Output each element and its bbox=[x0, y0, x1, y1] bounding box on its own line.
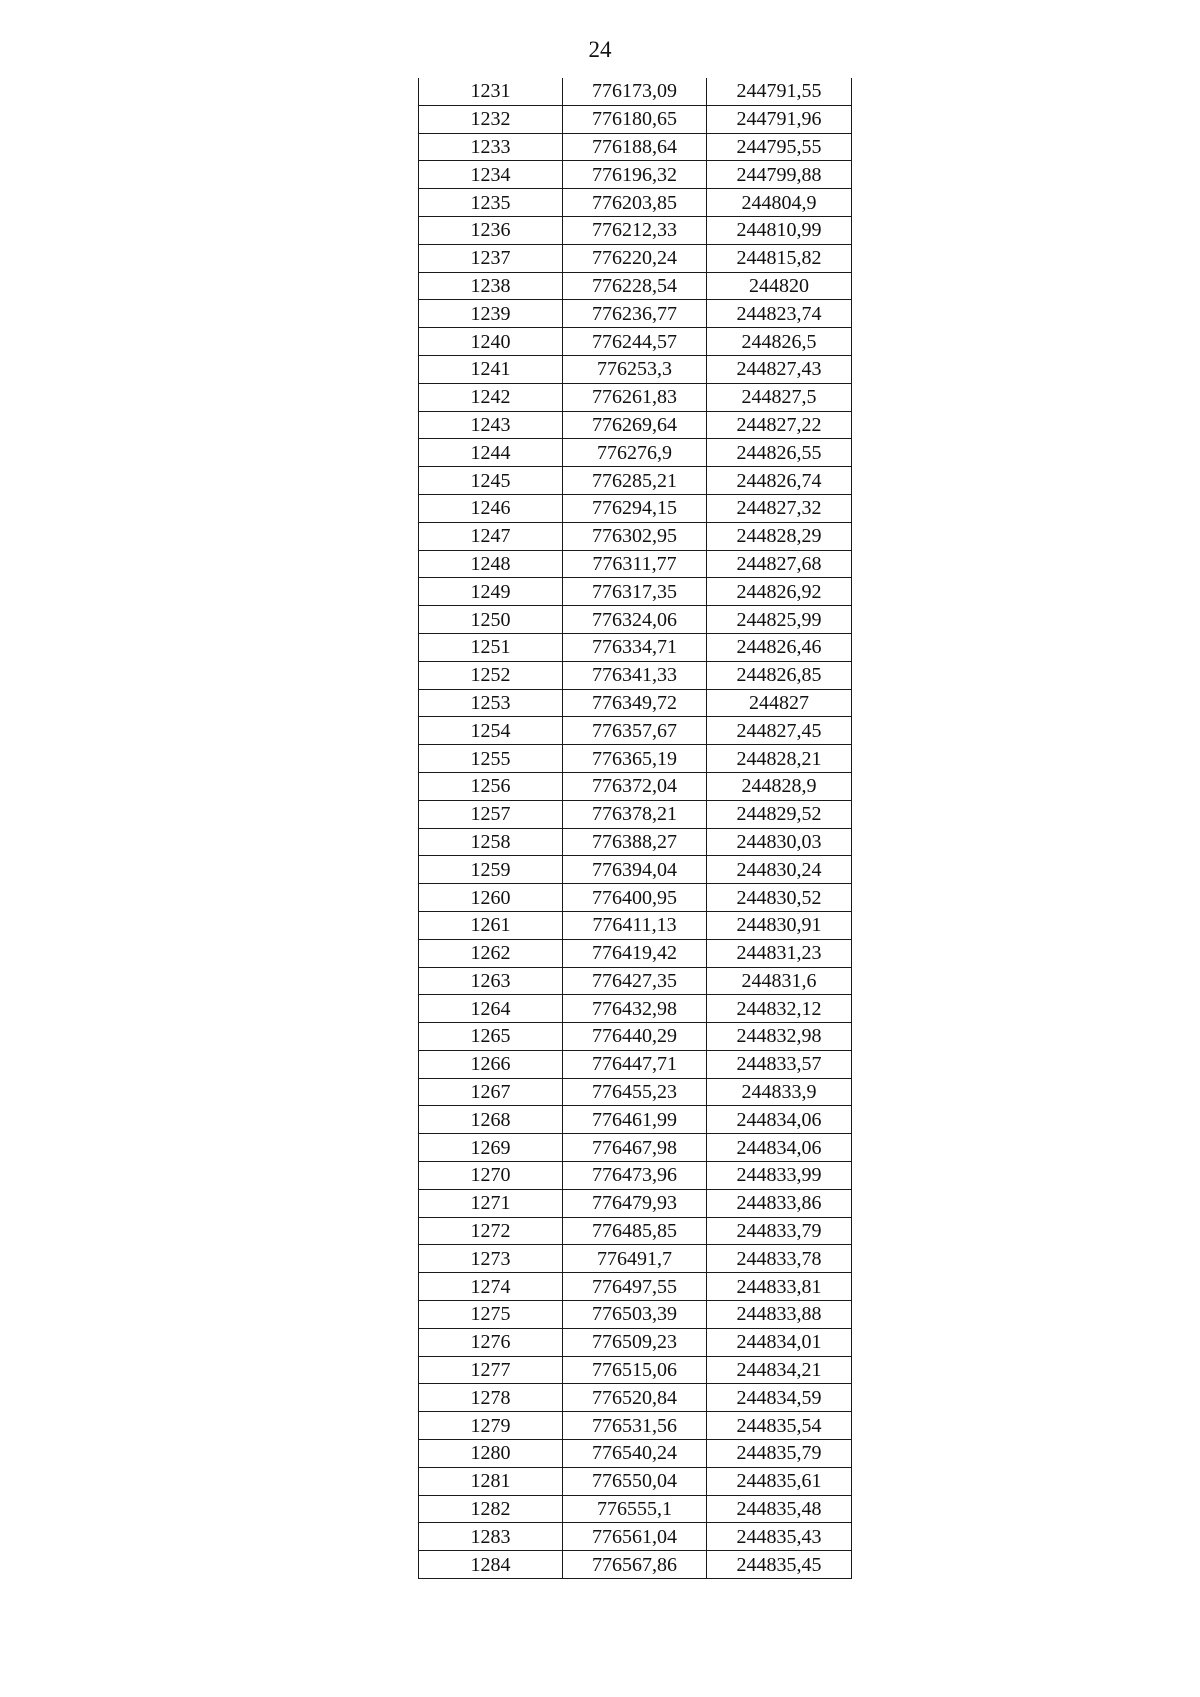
table-row bbox=[419, 494, 852, 522]
point-number-cell: 1267 bbox=[419, 1078, 563, 1106]
x-coordinate-cell: 776302,95 bbox=[563, 522, 707, 550]
table-row bbox=[419, 216, 852, 244]
coordinates-table bbox=[418, 78, 852, 1579]
table-row bbox=[419, 328, 852, 356]
table-row bbox=[419, 383, 852, 411]
point-number-cell: 1264 bbox=[419, 995, 563, 1023]
y-coordinate-cell: 244827,32 bbox=[707, 494, 852, 522]
table-row bbox=[419, 911, 852, 939]
x-coordinate-cell: 776269,64 bbox=[563, 411, 707, 439]
point-number-cell: 1266 bbox=[419, 1050, 563, 1078]
table-row bbox=[419, 884, 852, 912]
x-coordinate-cell: 776228,54 bbox=[563, 272, 707, 300]
y-coordinate-cell: 244826,55 bbox=[707, 439, 852, 467]
x-coordinate-cell: 776180,65 bbox=[563, 105, 707, 133]
table-row bbox=[419, 1384, 852, 1412]
x-coordinate-cell: 776285,21 bbox=[563, 467, 707, 495]
point-number-cell: 1247 bbox=[419, 522, 563, 550]
point-number-cell: 1256 bbox=[419, 772, 563, 800]
point-number-cell: 1237 bbox=[419, 244, 563, 272]
point-number-cell: 1272 bbox=[419, 1217, 563, 1245]
x-coordinate-cell: 776520,84 bbox=[563, 1384, 707, 1412]
x-coordinate-cell: 776388,27 bbox=[563, 828, 707, 856]
x-coordinate-cell: 776461,99 bbox=[563, 1106, 707, 1134]
x-coordinate-cell: 776473,96 bbox=[563, 1162, 707, 1190]
y-coordinate-cell: 244833,81 bbox=[707, 1273, 852, 1301]
point-number-cell: 1283 bbox=[419, 1523, 563, 1551]
table-row bbox=[419, 967, 852, 995]
table-row bbox=[419, 1551, 852, 1579]
table-row bbox=[419, 1162, 852, 1190]
y-coordinate-cell: 244831,23 bbox=[707, 939, 852, 967]
y-coordinate-cell: 244826,92 bbox=[707, 578, 852, 606]
y-coordinate-cell: 244835,79 bbox=[707, 1440, 852, 1468]
y-coordinate-cell: 244820 bbox=[707, 272, 852, 300]
x-coordinate-cell: 776324,06 bbox=[563, 606, 707, 634]
table-row bbox=[419, 1106, 852, 1134]
x-coordinate-cell: 776236,77 bbox=[563, 300, 707, 328]
point-number-cell: 1246 bbox=[419, 494, 563, 522]
y-coordinate-cell: 244827,45 bbox=[707, 717, 852, 745]
x-coordinate-cell: 776244,57 bbox=[563, 328, 707, 356]
y-coordinate-cell: 244795,55 bbox=[707, 133, 852, 161]
x-coordinate-cell: 776467,98 bbox=[563, 1134, 707, 1162]
y-coordinate-cell: 244827 bbox=[707, 689, 852, 717]
table-row bbox=[419, 133, 852, 161]
y-coordinate-cell: 244833,57 bbox=[707, 1050, 852, 1078]
x-coordinate-cell: 776372,04 bbox=[563, 772, 707, 800]
x-coordinate-cell: 776427,35 bbox=[563, 967, 707, 995]
x-coordinate-cell: 776540,24 bbox=[563, 1440, 707, 1468]
x-coordinate-cell: 776349,72 bbox=[563, 689, 707, 717]
point-number-cell: 1249 bbox=[419, 578, 563, 606]
table-row bbox=[419, 995, 852, 1023]
x-coordinate-cell: 776196,32 bbox=[563, 161, 707, 189]
point-number-cell: 1279 bbox=[419, 1412, 563, 1440]
x-coordinate-cell: 776378,21 bbox=[563, 800, 707, 828]
x-coordinate-cell: 776276,9 bbox=[563, 439, 707, 467]
x-coordinate-cell: 776365,19 bbox=[563, 745, 707, 773]
table-row bbox=[419, 1412, 852, 1440]
x-coordinate-cell: 776188,64 bbox=[563, 133, 707, 161]
table-row bbox=[419, 1523, 852, 1551]
x-coordinate-cell: 776491,7 bbox=[563, 1245, 707, 1273]
y-coordinate-cell: 244827,22 bbox=[707, 411, 852, 439]
y-coordinate-cell: 244804,9 bbox=[707, 189, 852, 217]
table-row bbox=[419, 633, 852, 661]
table-row bbox=[419, 467, 852, 495]
y-coordinate-cell: 244829,52 bbox=[707, 800, 852, 828]
point-number-cell: 1262 bbox=[419, 939, 563, 967]
y-coordinate-cell: 244835,54 bbox=[707, 1412, 852, 1440]
x-coordinate-cell: 776447,71 bbox=[563, 1050, 707, 1078]
y-coordinate-cell: 244826,5 bbox=[707, 328, 852, 356]
table-row bbox=[419, 578, 852, 606]
point-number-cell: 1240 bbox=[419, 328, 563, 356]
y-coordinate-cell: 244833,88 bbox=[707, 1301, 852, 1329]
table-row bbox=[419, 1189, 852, 1217]
y-coordinate-cell: 244833,78 bbox=[707, 1245, 852, 1273]
x-coordinate-cell: 776400,95 bbox=[563, 884, 707, 912]
table-row bbox=[419, 745, 852, 773]
table-row bbox=[419, 1440, 852, 1468]
point-number-cell: 1277 bbox=[419, 1356, 563, 1384]
table-row bbox=[419, 439, 852, 467]
table-row bbox=[419, 689, 852, 717]
point-number-cell: 1243 bbox=[419, 411, 563, 439]
table-row bbox=[419, 1217, 852, 1245]
point-number-cell: 1265 bbox=[419, 1023, 563, 1051]
y-coordinate-cell: 244825,99 bbox=[707, 606, 852, 634]
table-row bbox=[419, 105, 852, 133]
y-coordinate-cell: 244827,68 bbox=[707, 550, 852, 578]
table-row bbox=[419, 272, 852, 300]
x-coordinate-cell: 776317,35 bbox=[563, 578, 707, 606]
x-coordinate-cell: 776561,04 bbox=[563, 1523, 707, 1551]
point-number-cell: 1271 bbox=[419, 1189, 563, 1217]
x-coordinate-cell: 776455,23 bbox=[563, 1078, 707, 1106]
y-coordinate-cell: 244826,85 bbox=[707, 661, 852, 689]
table-row bbox=[419, 1495, 852, 1523]
y-coordinate-cell: 244832,98 bbox=[707, 1023, 852, 1051]
table-row bbox=[419, 1328, 852, 1356]
x-coordinate-cell: 776432,98 bbox=[563, 995, 707, 1023]
table-row bbox=[419, 550, 852, 578]
table-row bbox=[419, 244, 852, 272]
x-coordinate-cell: 776357,67 bbox=[563, 717, 707, 745]
table-row bbox=[419, 300, 852, 328]
table-row bbox=[419, 355, 852, 383]
y-coordinate-cell: 244834,01 bbox=[707, 1328, 852, 1356]
point-number-cell: 1239 bbox=[419, 300, 563, 328]
table-row bbox=[419, 606, 852, 634]
point-number-cell: 1257 bbox=[419, 800, 563, 828]
y-coordinate-cell: 244823,74 bbox=[707, 300, 852, 328]
y-coordinate-cell: 244826,46 bbox=[707, 633, 852, 661]
point-number-cell: 1276 bbox=[419, 1328, 563, 1356]
point-number-cell: 1251 bbox=[419, 633, 563, 661]
y-coordinate-cell: 244828,9 bbox=[707, 772, 852, 800]
table-row bbox=[419, 189, 852, 217]
table-row bbox=[419, 1023, 852, 1051]
y-coordinate-cell: 244831,6 bbox=[707, 967, 852, 995]
table-row bbox=[419, 1301, 852, 1329]
x-coordinate-cell: 776220,24 bbox=[563, 244, 707, 272]
x-coordinate-cell: 776212,33 bbox=[563, 216, 707, 244]
x-coordinate-cell: 776311,77 bbox=[563, 550, 707, 578]
point-number-cell: 1259 bbox=[419, 856, 563, 884]
y-coordinate-cell: 244827,5 bbox=[707, 383, 852, 411]
y-coordinate-cell: 244791,55 bbox=[707, 78, 852, 105]
table-row bbox=[419, 1356, 852, 1384]
table-row bbox=[419, 78, 852, 105]
point-number-cell: 1252 bbox=[419, 661, 563, 689]
x-coordinate-cell: 776440,29 bbox=[563, 1023, 707, 1051]
y-coordinate-cell: 244830,03 bbox=[707, 828, 852, 856]
y-coordinate-cell: 244834,21 bbox=[707, 1356, 852, 1384]
y-coordinate-cell: 244833,99 bbox=[707, 1162, 852, 1190]
y-coordinate-cell: 244810,99 bbox=[707, 216, 852, 244]
x-coordinate-cell: 776341,33 bbox=[563, 661, 707, 689]
x-coordinate-cell: 776531,56 bbox=[563, 1412, 707, 1440]
point-number-cell: 1278 bbox=[419, 1384, 563, 1412]
table-row bbox=[419, 828, 852, 856]
point-number-cell: 1254 bbox=[419, 717, 563, 745]
point-number-cell: 1282 bbox=[419, 1495, 563, 1523]
point-number-cell: 1245 bbox=[419, 467, 563, 495]
point-number-cell: 1284 bbox=[419, 1551, 563, 1579]
x-coordinate-cell: 776203,85 bbox=[563, 189, 707, 217]
point-number-cell: 1235 bbox=[419, 189, 563, 217]
point-number-cell: 1232 bbox=[419, 105, 563, 133]
x-coordinate-cell: 776479,93 bbox=[563, 1189, 707, 1217]
point-number-cell: 1263 bbox=[419, 967, 563, 995]
point-number-cell: 1280 bbox=[419, 1440, 563, 1468]
point-number-cell: 1236 bbox=[419, 216, 563, 244]
point-number-cell: 1231 bbox=[419, 78, 563, 105]
y-coordinate-cell: 244833,9 bbox=[707, 1078, 852, 1106]
x-coordinate-cell: 776550,04 bbox=[563, 1467, 707, 1495]
point-number-cell: 1244 bbox=[419, 439, 563, 467]
table-row bbox=[419, 856, 852, 884]
y-coordinate-cell: 244815,82 bbox=[707, 244, 852, 272]
point-number-cell: 1273 bbox=[419, 1245, 563, 1273]
table-row bbox=[419, 411, 852, 439]
x-coordinate-cell: 776253,3 bbox=[563, 355, 707, 383]
point-number-cell: 1275 bbox=[419, 1301, 563, 1329]
y-coordinate-cell: 244828,29 bbox=[707, 522, 852, 550]
y-coordinate-cell: 244828,21 bbox=[707, 745, 852, 773]
table-row bbox=[419, 661, 852, 689]
x-coordinate-cell: 776485,85 bbox=[563, 1217, 707, 1245]
table-row bbox=[419, 800, 852, 828]
y-coordinate-cell: 244827,43 bbox=[707, 355, 852, 383]
point-number-cell: 1274 bbox=[419, 1273, 563, 1301]
x-coordinate-cell: 776261,83 bbox=[563, 383, 707, 411]
point-number-cell: 1255 bbox=[419, 745, 563, 773]
point-number-cell: 1270 bbox=[419, 1162, 563, 1190]
y-coordinate-cell: 244826,74 bbox=[707, 467, 852, 495]
point-number-cell: 1261 bbox=[419, 911, 563, 939]
point-number-cell: 1253 bbox=[419, 689, 563, 717]
x-coordinate-cell: 776334,71 bbox=[563, 633, 707, 661]
y-coordinate-cell: 244835,61 bbox=[707, 1467, 852, 1495]
x-coordinate-cell: 776173,09 bbox=[563, 78, 707, 105]
table-row bbox=[419, 161, 852, 189]
point-number-cell: 1233 bbox=[419, 133, 563, 161]
page-number: 24 bbox=[588, 37, 612, 62]
y-coordinate-cell: 244835,43 bbox=[707, 1523, 852, 1551]
x-coordinate-cell: 776497,55 bbox=[563, 1273, 707, 1301]
point-number-cell: 1248 bbox=[419, 550, 563, 578]
table-row bbox=[419, 939, 852, 967]
y-coordinate-cell: 244830,24 bbox=[707, 856, 852, 884]
table-row bbox=[419, 717, 852, 745]
point-number-cell: 1250 bbox=[419, 606, 563, 634]
y-coordinate-cell: 244835,45 bbox=[707, 1551, 852, 1579]
table-row bbox=[419, 1050, 852, 1078]
table-row bbox=[419, 1273, 852, 1301]
coordinates-table-body bbox=[419, 78, 852, 1579]
x-coordinate-cell: 776419,42 bbox=[563, 939, 707, 967]
y-coordinate-cell: 244835,48 bbox=[707, 1495, 852, 1523]
y-coordinate-cell: 244830,52 bbox=[707, 884, 852, 912]
point-number-cell: 1238 bbox=[419, 272, 563, 300]
x-coordinate-cell: 776503,39 bbox=[563, 1301, 707, 1329]
y-coordinate-cell: 244799,88 bbox=[707, 161, 852, 189]
y-coordinate-cell: 244834,59 bbox=[707, 1384, 852, 1412]
table-row bbox=[419, 772, 852, 800]
x-coordinate-cell: 776294,15 bbox=[563, 494, 707, 522]
x-coordinate-cell: 776394,04 bbox=[563, 856, 707, 884]
x-coordinate-cell: 776411,13 bbox=[563, 911, 707, 939]
x-coordinate-cell: 776515,06 bbox=[563, 1356, 707, 1384]
y-coordinate-cell: 244834,06 bbox=[707, 1106, 852, 1134]
x-coordinate-cell: 776509,23 bbox=[563, 1328, 707, 1356]
table-row bbox=[419, 522, 852, 550]
x-coordinate-cell: 776567,86 bbox=[563, 1551, 707, 1579]
y-coordinate-cell: 244833,79 bbox=[707, 1217, 852, 1245]
table-row bbox=[419, 1134, 852, 1162]
x-coordinate-cell: 776555,1 bbox=[563, 1495, 707, 1523]
table-row bbox=[419, 1245, 852, 1273]
y-coordinate-cell: 244834,06 bbox=[707, 1134, 852, 1162]
table-row bbox=[419, 1078, 852, 1106]
point-number-cell: 1258 bbox=[419, 828, 563, 856]
y-coordinate-cell: 244791,96 bbox=[707, 105, 852, 133]
point-number-cell: 1241 bbox=[419, 355, 563, 383]
table-row bbox=[419, 1467, 852, 1495]
y-coordinate-cell: 244830,91 bbox=[707, 911, 852, 939]
point-number-cell: 1281 bbox=[419, 1467, 563, 1495]
point-number-cell: 1234 bbox=[419, 161, 563, 189]
y-coordinate-cell: 244833,86 bbox=[707, 1189, 852, 1217]
point-number-cell: 1268 bbox=[419, 1106, 563, 1134]
point-number-cell: 1269 bbox=[419, 1134, 563, 1162]
point-number-cell: 1242 bbox=[419, 383, 563, 411]
y-coordinate-cell: 244832,12 bbox=[707, 995, 852, 1023]
point-number-cell: 1260 bbox=[419, 884, 563, 912]
